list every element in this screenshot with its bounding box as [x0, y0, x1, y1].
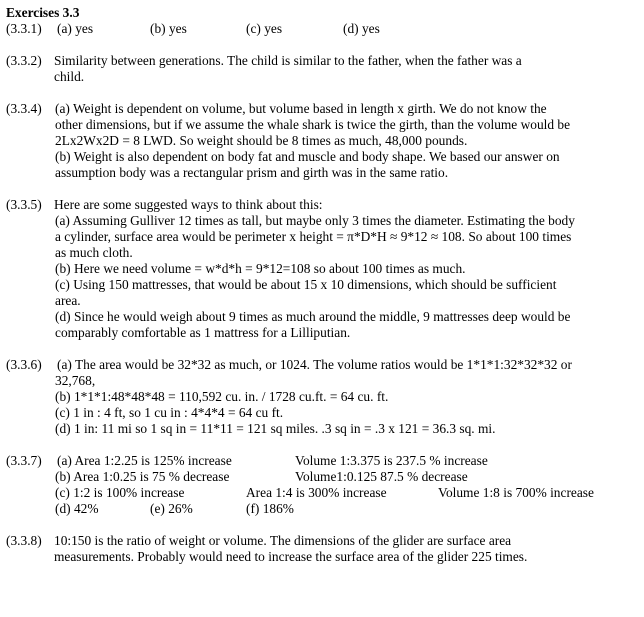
exercise-number: (3.3.1): [6, 21, 42, 36]
answer-line: (a) Assuming Gulliver 12 times as tall, but maybe only 3 times the diameter. Estimating the body: [55, 213, 575, 228]
answer-c: (c) 1:2 is 100% increase: [55, 485, 185, 500]
answer-f: (f) 186%: [246, 501, 294, 516]
exercise-3-3-1: [6, 21, 640, 37]
answer-d: (d) yes: [343, 21, 380, 36]
answer-c-area: Area 1:4 is 300% increase: [246, 485, 387, 500]
answer-line: 32,768,: [55, 373, 96, 388]
exercise-3-3-6: [6, 357, 640, 437]
answer-line: 2Lx2Wx2D = 8 LWD. So weight should be 8 times as much, 48,000 pounds.: [55, 133, 468, 148]
exercise-3-3-7: [6, 453, 640, 517]
answer-d: (d) 42%: [55, 501, 99, 516]
exercise-number: (3.3.6): [6, 357, 42, 372]
answer-line: (a) Weight is dependent on volume, but volume based in length x girth. We do not know the: [55, 101, 547, 116]
answer-a-volume: Volume 1:3.375 is 237.5 % increase: [295, 453, 488, 468]
exercise-number: (3.3.4): [6, 101, 42, 116]
exercise-number: (3.3.5): [6, 197, 42, 212]
answer-b-area: (b) Area 1:0.25 is 75 % decrease: [55, 469, 230, 484]
answer-e: (e) 26%: [150, 501, 193, 516]
answer-line: (c) Using 150 mattresses, that would be about 15 x 10 dimensions, which should be sufficient: [55, 277, 557, 292]
exercise-3-3-5: [6, 197, 640, 341]
exercise-number: (3.3.7): [6, 453, 42, 468]
exercise-number: (3.3.2): [6, 53, 42, 68]
answer-line: child.: [54, 69, 85, 84]
answer-line: (b) Weight is also dependent on body fat and muscle and body shape. We based our answer on: [55, 149, 560, 164]
answer-line: Similarity between generations. The child is similar to the father, when the father was a: [54, 53, 522, 68]
answer-line: assumption body was a rectangular prism and girth was in the same ratio.: [55, 165, 449, 180]
exercise-number: (3.3.8): [6, 533, 42, 548]
answer-a: (a) yes: [57, 21, 94, 36]
exercise-3-3-8: [6, 533, 640, 565]
exercise-3-3-4: [6, 101, 640, 181]
answer-line: 10:150 is the ratio of weight or volume. The dimensions of the glider are surface area: [54, 533, 512, 548]
answer-line: (d) 1 in: 11 mi so 1 sq in = 11*11 = 121 sq miles. .3 sq in = .3 x 121 = 36.3 sq. mi.: [55, 421, 496, 436]
answer-line: a cylinder, surface area would be perimeter x height = π*D*H ≈ 9*12 ≈ 108. So about 100 times: [55, 229, 572, 244]
answer-line: other dimensions, but if we assume the whale shark is twice the girth, than the volume would be: [55, 117, 571, 132]
answer-intro: Here are some suggested ways to think about this:: [54, 197, 323, 212]
page-title: Exercises 3.3: [6, 5, 80, 20]
answer-line: area.: [55, 293, 81, 308]
answer-line: (d) Since he would weigh about 9 times as much around the middle, 9 mattresses deep would be: [55, 309, 571, 324]
answer-line: (b) Here we need volume = w*d*h = 9*12=108 so about 100 times as much.: [55, 261, 466, 276]
answer-b-volume: Volume1:0.125 87.5 % decrease: [295, 469, 468, 484]
answer-line: (a) The area would be 32*32 as much, or 1024. The volume ratios would be 1*1*1:32*32*32 or: [57, 357, 572, 372]
exercise-3-3-2: [6, 53, 640, 85]
answer-line: (c) 1 in : 4 ft, so 1 cu in : 4*4*4 = 64 cu ft.: [55, 405, 284, 420]
answer-line: (b) 1*1*1:48*48*48 = 110,592 cu. in. / 1728 cu.ft. = 64 cu. ft.: [55, 389, 389, 404]
exercises-page: [6, 5, 640, 565]
answer-line: comparably comfortable as 1 mattress for a Lilliputian.: [55, 325, 351, 340]
answer-line: as much cloth.: [55, 245, 133, 260]
answer-c: (c) yes: [246, 21, 283, 36]
answer-line: measurements. Probably would need to increase the surface area of the glider 225 times.: [54, 549, 528, 564]
answer-c-volume: Volume 1:8 is 700% increase: [438, 485, 594, 500]
answer-b: (b) yes: [150, 21, 187, 36]
answer-a-area: (a) Area 1:2.25 is 125% increase: [57, 453, 232, 468]
